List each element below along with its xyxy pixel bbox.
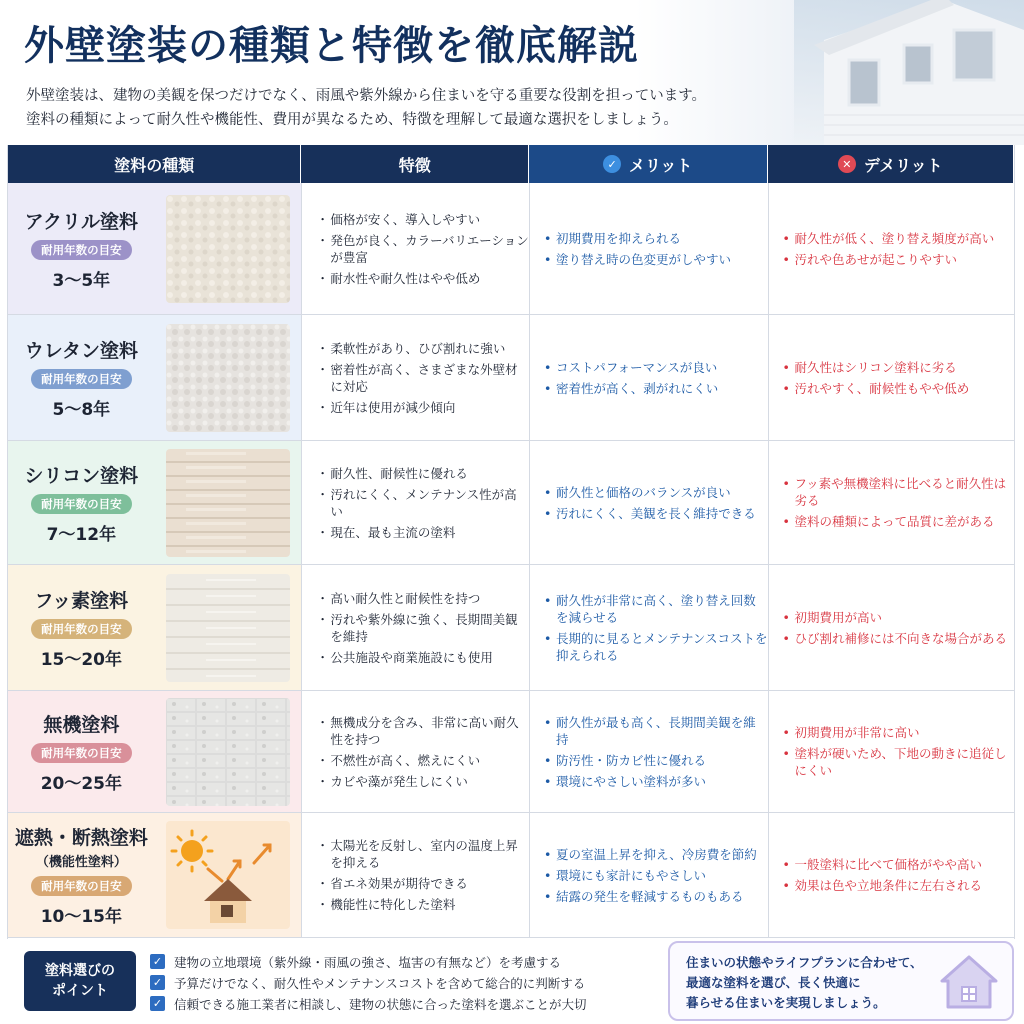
paint-texture-sample (166, 449, 290, 557)
merits-item: • 耐久性が最も高く、長期間美観を維持 (542, 714, 768, 748)
paint-type-cell (8, 441, 155, 564)
merits-cell (529, 315, 768, 440)
checkbox-checked-icon: ✓ (150, 975, 165, 990)
features-item: ・ 耐久性、耐候性に優れる (316, 465, 529, 482)
paint-image-cell (155, 813, 302, 937)
features-item: ・ 汚れにくく、メンテナンス性が高い (316, 486, 529, 520)
table-row (8, 183, 1014, 315)
features-item: ・ 高い耐久性と耐候性を持つ (316, 590, 529, 607)
merits-cell (529, 565, 768, 690)
lifespan-badge: 耐用年数の目安 (31, 619, 132, 639)
checklist (150, 951, 587, 1014)
table-row (8, 691, 1014, 813)
demerits-item: • 初期費用が非常に高い (781, 724, 1015, 741)
point-title-line: 塗料選びの (45, 963, 115, 979)
checklist-item-label: 予算だけでなく、耐久性やメンテナンスコストを含めて総合的に判断する (174, 975, 586, 991)
page-title: 外壁塗装の種類と特徴を徹底解説 (24, 23, 639, 69)
merits-cell (529, 441, 768, 564)
demerits-cell (768, 315, 1015, 440)
note-line: 最適な塗料を選び、長く快適に (686, 975, 861, 990)
demerits-item: • 効果は色や立地条件に左右される (781, 877, 1015, 894)
merits-item: • 長期的に見るとメンテナンスコストを抑えられる (542, 630, 768, 664)
house-icon (938, 953, 1000, 1011)
merits-item: • コストパフォーマンスが良い (542, 359, 768, 376)
demerits-item: • 汚れや色あせが起こりやすい (781, 251, 1015, 268)
features-cell (301, 315, 529, 440)
paint-type-cell (8, 691, 155, 812)
merits-item: • 密着性が高く、剥がれにくい (542, 380, 768, 397)
paint-comparison-table (7, 145, 1015, 939)
paint-type-cell (8, 813, 155, 937)
header (0, 0, 1024, 145)
paint-texture-sample (166, 324, 290, 432)
lifespan-years: 5～8年 (52, 399, 111, 420)
demerits-item: • 初期費用が高い (781, 609, 1015, 626)
features-cell (301, 183, 529, 314)
demerits-cell (768, 183, 1015, 314)
house-photo (794, 0, 1024, 145)
header-demerits-label: デメリット (863, 155, 943, 175)
checklist-item (150, 951, 587, 972)
paint-image-cell (155, 183, 302, 314)
table-row (8, 813, 1014, 938)
header-type (8, 145, 301, 183)
checklist-item (150, 972, 587, 993)
lifespan-years: 15～20年 (40, 649, 123, 670)
demerits-item: • 塗料が硬いため、下地の動きに追従しにくい (781, 745, 1015, 779)
merits-item: • 耐久性が非常に高く、塗り替え回数を減らせる (542, 592, 768, 626)
demerits-cell (768, 813, 1015, 937)
header-features-label: 特徴 (398, 155, 431, 175)
features-item: ・ 発色が良く、カラーバリエーションが豊富 (316, 232, 529, 266)
lifespan-badge: 耐用年数の目安 (31, 876, 132, 896)
table-row (8, 315, 1014, 441)
paint-image-cell (155, 565, 302, 690)
features-item: ・ 近年は使用が減少傾向 (316, 399, 529, 416)
merits-item: • 初期費用を抑えられる (542, 230, 768, 247)
paint-type-name: フッ素塗料 (34, 589, 129, 612)
table-header (8, 145, 1014, 183)
heat-shield-illustration (166, 821, 290, 929)
features-item: ・ 機能性に特化した塗料 (316, 896, 529, 913)
paint-image-cell (155, 441, 302, 564)
lifespan-badge: 耐用年数の目安 (31, 494, 132, 514)
demerits-item: • 塗料の種類によって品質に差がある (781, 513, 1015, 530)
header-merits-label: メリット (629, 155, 693, 175)
paint-image-cell (155, 315, 302, 440)
paint-type-cell (8, 315, 155, 440)
checkbox-checked-icon: ✓ (150, 996, 165, 1011)
merits-cell (529, 691, 768, 812)
features-item: ・ 公共施設や商業施設にも使用 (316, 649, 529, 666)
features-item: ・ 耐水性や耐久性はやや低め (316, 270, 529, 287)
paint-texture-sample (166, 698, 290, 806)
features-item: ・ 汚れや紫外線に強く、長期間美観を維持 (316, 611, 529, 645)
features-cell (301, 813, 529, 937)
paint-image-cell (155, 691, 302, 812)
lifespan-years: 3～5年 (52, 270, 111, 291)
checklist-item (150, 993, 587, 1014)
checklist-item-label: 建物の立地環境（紫外線・雨風の強さ、塩害の有無など）を考慮する (174, 954, 562, 970)
merits-item: • 環境にやさしい塗料が多い (542, 773, 768, 790)
demerits-cell (768, 565, 1015, 690)
point-box (24, 951, 136, 1011)
checkbox-checked-icon: ✓ (150, 954, 165, 969)
features-item: ・ 価格が安く、導入しやすい (316, 211, 529, 228)
features-cell (301, 441, 529, 564)
merits-item: • 環境にも家計にもやさしい (542, 867, 768, 884)
merits-item: • 耐久性と価格のバランスが良い (542, 484, 768, 501)
lifespan-badge: 耐用年数の目安 (31, 369, 132, 389)
merits-item: • 防汚性・防カビ性に優れる (542, 752, 768, 769)
note-line: 暮らせる住まいを実現しましょう。 (686, 995, 886, 1010)
table-row (8, 565, 1014, 691)
demerits-item: • 汚れやすく、耐候性もやや低め (781, 380, 1015, 397)
lifespan-years: 20～25年 (40, 773, 123, 794)
paint-type-name: 遮熱・断熱塗料 (14, 827, 148, 849)
paint-type-sub: （機能性塗料） (35, 855, 127, 870)
features-cell (301, 565, 529, 690)
features-item: ・ 無機成分を含み、非常に高い耐久性を持つ (316, 714, 529, 748)
paint-texture-sample (166, 195, 290, 303)
paint-type-cell (8, 183, 155, 314)
features-item: ・ 柔軟性があり、ひび割れに強い (316, 340, 529, 357)
closing-note (668, 941, 1014, 1021)
checklist-item-label: 信頼できる施工業者に相談し、建物の状態に合った塗料を選ぶことが大切 (174, 996, 587, 1012)
features-item: ・ カビや藻が発生しにくい (316, 773, 529, 790)
paint-type-name: シリコン塗料 (24, 464, 139, 487)
header-merits (529, 145, 768, 183)
check-circle-icon: ✓ (603, 155, 621, 173)
features-item: ・ 現在、最も主流の塗料 (316, 524, 529, 541)
x-circle-icon: ✕ (838, 155, 856, 173)
paint-texture-sample (166, 574, 290, 682)
features-item: ・ 太陽光を反射し、室内の温度上昇を抑える (316, 837, 529, 871)
demerits-item: • 一般塗料に比べて価格がやや高い (781, 856, 1015, 873)
lifespan-badge: 耐用年数の目安 (31, 240, 132, 260)
table-row (8, 441, 1014, 565)
lifespan-badge: 耐用年数の目安 (31, 743, 132, 763)
merits-cell (529, 813, 768, 937)
paint-type-cell (8, 565, 155, 690)
table-body (8, 183, 1014, 938)
lifespan-years: 10～15年 (40, 907, 123, 927)
point-title-line: ポイント (52, 983, 108, 999)
lifespan-years: 7～12年 (46, 524, 117, 545)
demerits-cell (768, 441, 1015, 564)
footer (0, 939, 1024, 1024)
paint-type-name: アクリル塗料 (24, 210, 139, 233)
note-line: 住まいの状態やライフプランに合わせて、 (686, 955, 923, 970)
demerits-cell (768, 691, 1015, 812)
features-cell (301, 691, 529, 812)
intro-text (26, 84, 826, 132)
demerits-item: • 耐久性が低く、塗り替え頻度が高い (781, 230, 1015, 247)
paint-type-name: 無機塗料 (43, 713, 120, 736)
merits-cell (529, 183, 768, 314)
merits-item: • 塗り替え時の色変更がしやすい (542, 251, 768, 268)
merits-item: • 夏の室温上昇を抑え、冷房費を節約 (542, 846, 768, 863)
demerits-item: • ひび割れ補修には不向きな場合がある (781, 630, 1015, 647)
demerits-item: • フッ素や無機塗料に比べると耐久性は劣る (781, 475, 1015, 509)
header-type-label: 塗料の種類 (114, 155, 195, 175)
features-item: ・ 不燃性が高く、燃えにくい (316, 752, 529, 769)
features-item: ・ 密着性が高く、さまざまな外壁材に対応 (316, 361, 529, 395)
merits-item: • 汚れにくく、美観を長く維持できる (542, 505, 768, 522)
header-features (301, 145, 529, 183)
header-demerits (768, 145, 1015, 183)
intro-line: 外壁塗装は、建物の美観を保つだけでなく、雨風や紫外線から住まいを守る重要な役割を担っています。 (26, 88, 707, 104)
demerits-item: • 耐久性はシリコン塗料に劣る (781, 359, 1015, 376)
merits-item: • 結露の発生を軽減するものもある (542, 888, 768, 905)
intro-line: 塗料の種類によって耐久性や機能性、費用が異なるため、特徴を理解して最適な選択をしましょう。 (26, 112, 678, 128)
paint-type-name: ウレタン塗料 (24, 339, 138, 362)
features-item: ・ 省エネ効果が期待できる (316, 875, 529, 892)
